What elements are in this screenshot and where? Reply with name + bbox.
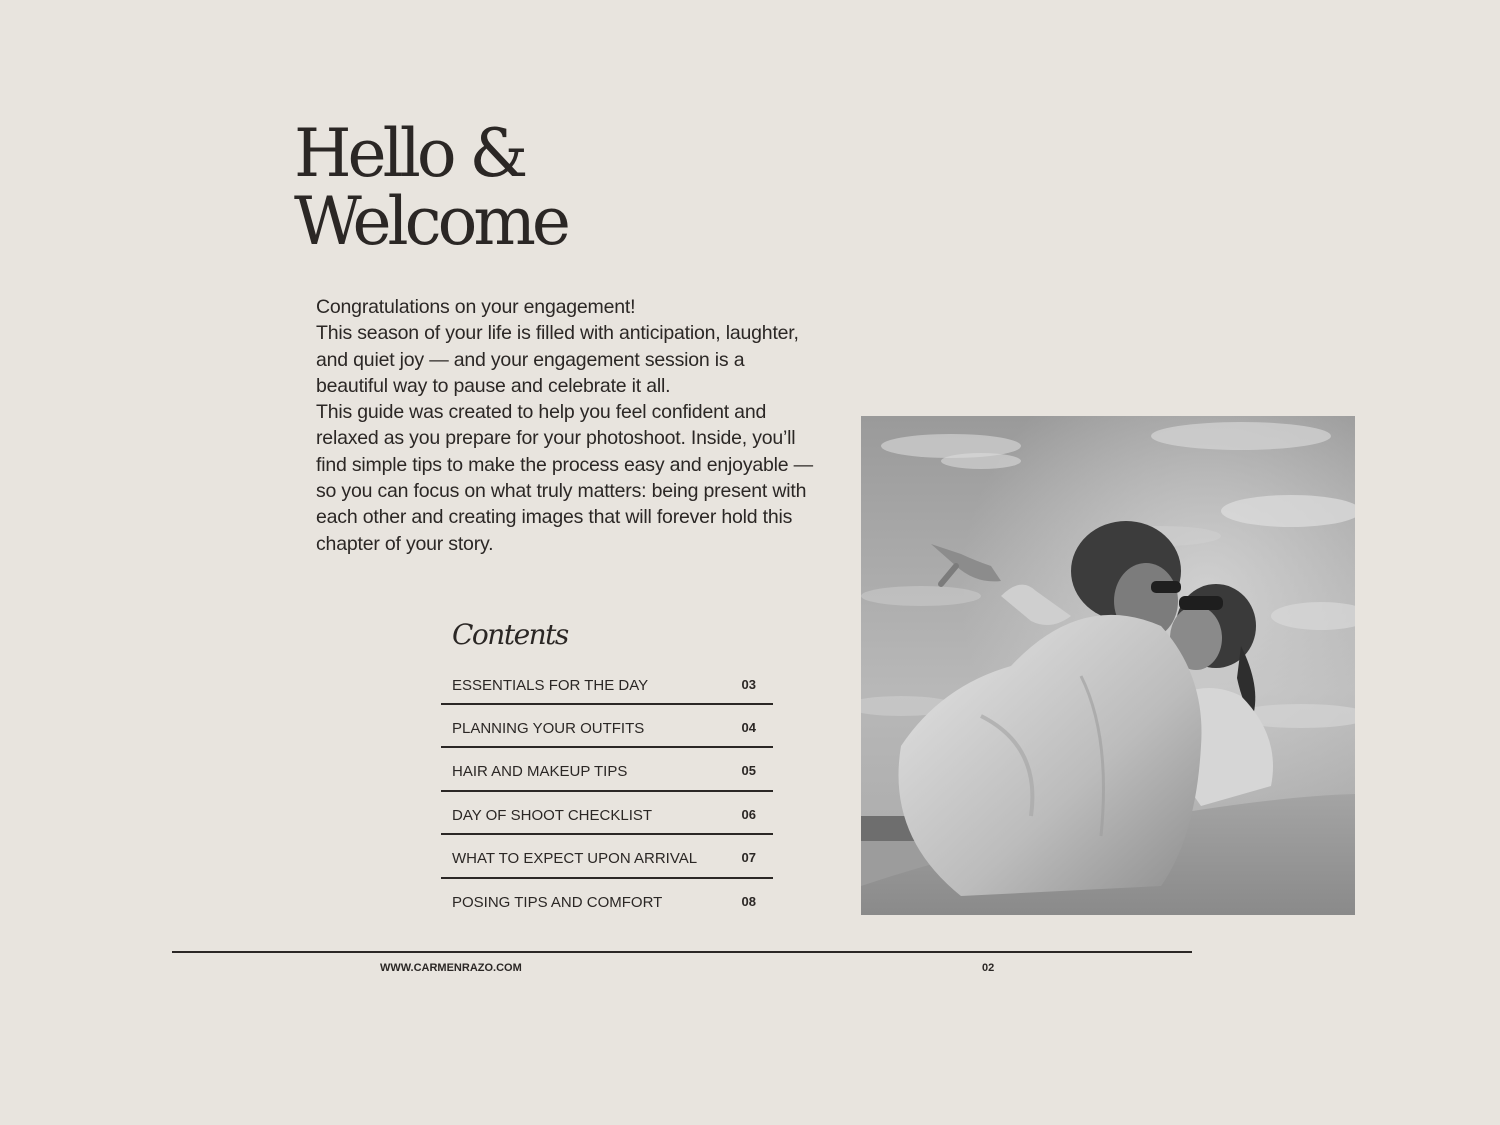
toc-item-page: 05	[741, 763, 756, 779]
toc-item[interactable]	[441, 750, 773, 792]
toc-item-label: PLANNING YOUR OUTFITS	[452, 719, 645, 737]
toc-item-label: HAIR AND MAKEUP TIPS	[452, 763, 628, 781]
toc-item-page: 08	[741, 894, 756, 910]
toc-item-label: POSING TIPS AND COMFORT	[452, 894, 663, 912]
toc-item[interactable]	[441, 663, 773, 705]
couple-photo-illustration	[861, 416, 1355, 915]
toc-item-page: 03	[741, 676, 756, 692]
toc-item-page: 07	[741, 850, 756, 866]
page-title	[294, 115, 567, 260]
footer-page-number: 02	[982, 962, 995, 974]
toc-item-page: 06	[741, 806, 756, 822]
toc-item[interactable]	[441, 880, 773, 922]
toc-item-label: ESSENTIALS FOR THE DAY	[452, 676, 649, 694]
footer-divider	[172, 951, 1192, 953]
footer-website-link[interactable]: WWW.CARMENRAZO.COM	[380, 962, 522, 974]
couple-photo	[861, 416, 1355, 915]
intro-text	[316, 294, 821, 557]
title-line-2: Welcome	[294, 183, 567, 260]
intro-paragraph: This guide was created to help you feel confident and relaxed as you prepare for your photoshoot. Inside, you’ll find simple tips to make the process easy and enjoyable — so you can focus on what truly matters: being present with each other and creating images that will forever hold this chapter of your story.	[316, 401, 813, 555]
table-of-contents	[441, 663, 773, 923]
toc-item-page: 04	[741, 719, 756, 735]
toc-item-label: DAY OF SHOOT CHECKLIST	[452, 806, 653, 824]
title-line-1: Hello &	[294, 115, 525, 192]
contents-heading: Contents	[452, 618, 568, 651]
toc-item[interactable]	[441, 837, 773, 879]
intro-paragraph: Congratulations on your engagement!	[316, 296, 636, 318]
intro-paragraph: This season of your life is filled with anticipation, laughter, and quiet joy — and your engagement session is a beautiful way to pause and celebrate it all.	[316, 322, 799, 397]
toc-item[interactable]	[441, 706, 773, 748]
toc-item[interactable]	[441, 793, 773, 835]
toc-item-label: WHAT TO EXPECT UPON ARRIVAL	[452, 850, 698, 868]
